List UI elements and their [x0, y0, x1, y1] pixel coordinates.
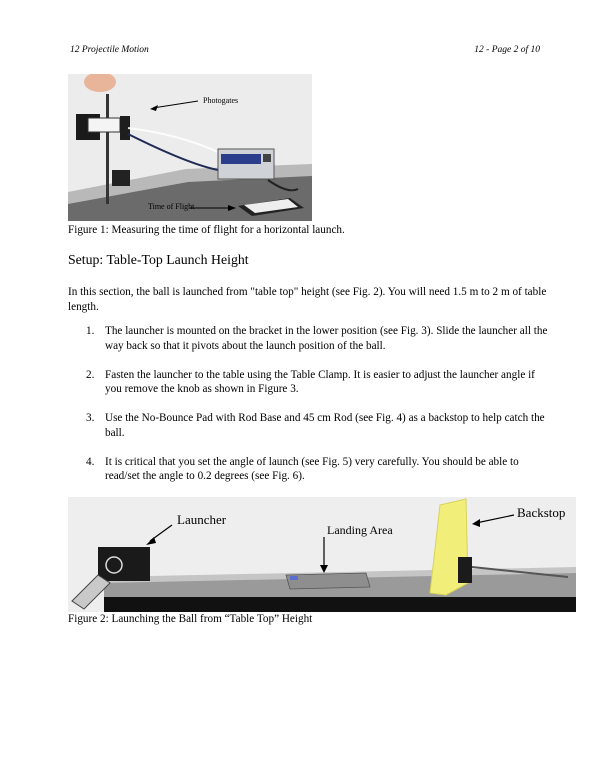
figure-2-photo	[68, 497, 576, 612]
list-item	[68, 455, 548, 484]
step-number: 3.	[86, 412, 95, 424]
table-top-launch-illustration	[68, 497, 576, 612]
step-number: 4.	[86, 455, 95, 468]
step-text: It is critical that you set the angle of launch (see Fig. 5) very carefully. You should be able to read/set the angle to 0.2 degrees (see Fig. 6).	[105, 455, 519, 482]
step-text: Use the No-Bounce Pad with Rod Base and 45 cm Rod (see Fig. 4) as a backstop to help catch the ball.	[105, 412, 545, 439]
figure-2-caption: Figure 2: Launching the Ball from “Table Top” Height	[68, 613, 313, 625]
section-heading: Setup: Table-Top Launch Height	[68, 252, 249, 267]
photogates-label: Photogates	[203, 96, 239, 105]
step-text: The launcher is mounted on the bracket in the lower position (see Fig. 3). Slide the launcher all the way back so that it pivots about the launch position of the ball.	[105, 325, 548, 352]
time-of-flight-label: Time of Flight	[148, 202, 195, 211]
step-number: 1.	[86, 325, 95, 337]
page-header-left: 12 Projectile Motion	[70, 45, 149, 55]
landing-area-label: Landing Area	[327, 523, 393, 537]
list-item	[68, 411, 548, 440]
list-item	[68, 368, 548, 397]
launcher-label: Launcher	[177, 512, 227, 527]
step-number: 2.	[86, 368, 95, 381]
figure-1-caption: Figure 1: Measuring the time of flight for a horizontal launch.	[68, 224, 345, 236]
setup-steps-list	[68, 324, 548, 498]
step-text: Fasten the launcher to the table using the Table Clamp. It is easier to adjust the launcher angle if you remove the knob as shown in Figure 3.	[105, 368, 535, 395]
section-intro: In this section, the ball is launched from "table top" height (see Fig. 2). You will need 1.5 m to 2 m of table length.	[68, 286, 547, 313]
photogate-setup-illustration	[68, 74, 312, 221]
backstop-label: Backstop	[517, 505, 566, 520]
page-header-right: 12 - Page 2 of 10	[474, 45, 540, 55]
list-item	[68, 324, 548, 353]
figure-1-photo	[68, 74, 312, 221]
